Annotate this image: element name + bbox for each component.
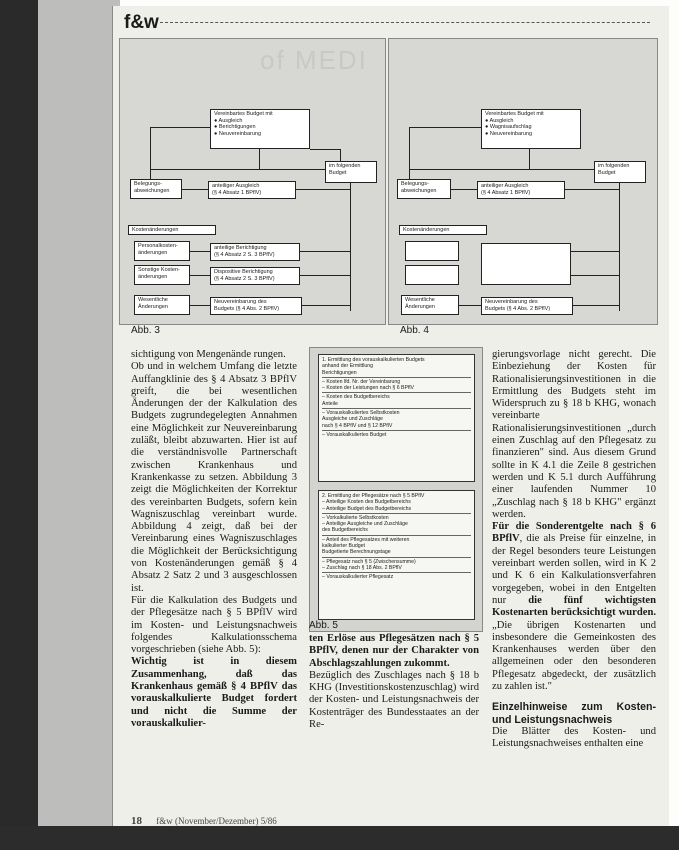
wesentliche-box: Wesentliche Änderungen xyxy=(401,295,459,315)
kosten-box: Kostenänderungen xyxy=(399,225,487,235)
figure-3-caption: Abb. 3 xyxy=(131,325,160,336)
section-heading: Einzelhinweise zum Kosten- und Leistungsnachweis xyxy=(492,701,656,726)
wesentliche-box: Wesentliche Änderungen xyxy=(134,295,190,315)
figure-5-caption: Abb. 5 xyxy=(309,620,338,631)
figure-watermark: of MEDI xyxy=(260,45,368,75)
text-column-1 xyxy=(131,349,297,730)
kosten-box: Kostenänderungen xyxy=(128,225,216,235)
page-footer xyxy=(131,815,277,827)
neuvereinbarung-box: Neuvereinbarung des Budgets (§ 4 Abs. 2 BPflV) xyxy=(481,297,573,315)
text-column-2 xyxy=(309,633,479,731)
berichtigung-box: anteilige Berichtigung (§ 4 Absatz 2 S. 3 BPflV) xyxy=(210,243,300,261)
personal-box: Personalkosten- änderungen xyxy=(134,241,190,261)
budget-calculation-panel: 1. Ermittlung des vorauskalkulierten Budgets anhand der Ermittlung Berichtigungen – Kosten lfd. Nr. der Vereinbarung – Kosten der Leistungen nach § 6 BPflV – Kosten des Budgetbereichs Anteile – Vorauskalkuliertes Selbstkosten Ausgleiche und Zuschläge nach § 4 BPflV und § 12 BPflV – Vorauskalkuliertes Budget xyxy=(318,354,475,482)
budget-box: Vereinbartes Budget mit ● Ausgleich ● Berichtigungen ● Neuvereinbarung xyxy=(210,109,310,149)
ausgleich-box: anteiliger Ausgleich (§ 4 Absatz 1 BPflV) xyxy=(208,181,296,199)
binding-edge xyxy=(38,0,120,830)
ausgleich-box: anteiliger Ausgleich (§ 4 Absatz 1 BPflV) xyxy=(477,181,565,199)
belegung-box: Belegungs- abweichungen xyxy=(130,179,182,199)
page-number: 18 xyxy=(131,815,142,827)
scanner-bed xyxy=(0,826,679,850)
empty-box xyxy=(481,243,571,285)
pflegesatz-calculation-panel: 2. Ermittlung der Pflegesätze nach § 5 BPflV – Anteilige Kosten des Budgetbereichs – Anteilige Budget des Budgetbereichs – Vorkalkulierte Selbstkosten – Anteilige Ausgleiche und Zuschläge des Budgetbereichs – Anteil des Pflegesatzes mit weiteren kalkulierter Budget Budgetierte Berechnungstage – Pflegesatz nach § 5 (Zwischensumme) – Zuschlag nach § 18 Abs. 2 BPflV – Vorauskalkulierter Pflegesatz xyxy=(318,490,475,620)
journal-logo: f&w xyxy=(124,12,159,33)
neuvereinbarung-box: Neuvereinbarung des Budgets (§ 4 Abs. 2 BPflV) xyxy=(210,297,302,315)
sonstige-box: Sonstige Kosten- änderungen xyxy=(134,265,190,285)
header-rule xyxy=(160,22,650,23)
binding-shadow xyxy=(0,0,38,850)
paragraph: Für die Kalkulation des Budgets und der Pflegesätze nach § 5 BPflV wird im Kosten- und Leistungsnachweis folgendes Kalkulationsschema vorgeschrieben (siehe Abb. 5): xyxy=(131,594,297,656)
following-budget-box: im folgenden Budget xyxy=(594,161,646,183)
footer-text: f&w (November/Dezember) 5/86 xyxy=(156,816,277,826)
figure-4-caption: Abb. 4 xyxy=(400,325,429,336)
empty-box xyxy=(405,241,459,261)
paragraph: Bezüglich des Zuschlages nach § 18 b KHG (Investitionskostenzuschlag) wird der Kosten- und Leistungsnachweis der Kostenträger des Bundesstaates an der Re- xyxy=(309,669,479,731)
figure-4 xyxy=(388,38,658,325)
paragraph: sichtigung von Mengenände rungen. xyxy=(131,349,286,360)
paragraph-bold: ten Erlöse aus Pflegesätzen nach § 5 BPflV, denen nur der Charakter von Abschlagszahlungen zukommt. xyxy=(309,633,479,669)
budget-box: Vereinbartes Budget mit ● Ausgleich ● Wagnisaufschlag ● Neuvereinbarung xyxy=(481,109,581,149)
figure-5 xyxy=(309,347,483,632)
paragraph: Für die Sonderentgelte nach § 6 BPflV, die als Preise für einzelne, in der Regel besonders teure Leistungen vereinbart werden sollen, wird in K 2 und K 6 ein Kalkulationsverfahren vorgegeben, wobei in den Entgelten nur die fünf wichtigsten Kostenarten berücksichtigt wurden. „Die übrigen Kostenarten und insbesondere die Gemeinkosten des Krankenhauses werden über den allgemeinen oder den besonderen Pflegesatz abgedeckt, der zusätzlich zu zahlen ist." xyxy=(492,521,657,693)
paragraph-bold: Wichtig ist in diesem Zusammenhang, daß das Krankenhaus gemäß § 4 BPflV das vorauskalkulierte Budget fordert und nicht die Summe der vorauskalkulier- xyxy=(131,656,297,729)
empty-box xyxy=(405,265,459,285)
text-column-3 xyxy=(492,349,656,751)
following-budget-box: im folgenden Budget xyxy=(325,161,377,183)
paragraph: Ob und in welchem Umfang die letzte Auffangklinie des § 4 Absatz 3 BPflV greift, die bei wesentlichen Änderungen der der Kalkulation des Budgets zugrundegelegten Annahmen eine Möglichkeit zur Neuvereinbarung zuläßt, bleibt abzuwarten. Hier ist auf die verständnisvolle Partnerschaft zwischen Krankenhaus und Krankenkasse zu setzen. Abbildung 3 zeigt die Möglichkeiten der Korrektur des vereinbarten Budgets, sofern kein Wagniszuschlag vereinbart wurde. Abbildung 4 zeigt, daß bei der Vereinbarung eines Wagniszuschlages die Möglichkeit der Berücksichtigung von Kostenänderungen gemäß § 4 Absatz 2 Satz 2 und 3 ausgeschlossen ist. xyxy=(131,361,297,594)
belegung-box: Belegungs- abweichungen xyxy=(397,179,451,199)
paragraph: gierungsvorlage nicht gerecht. Die Einbeziehung der Kosten für Rationalisierungsinvestitionen in die Ermittlung des Budgets steht im Widerspruch zu § 18 b KHG, wonach vereinbarte Rationalisierungsinvestitionen „durch einen Zuschlag auf den Pflegesatz zu finanzieren" sind. Aus diesem Grund sollte in K 4.1 die Zeile 8 gestrichen werden und K 5.1 durch Aufführung einer laufenden Nummer 10 „Zuschlag nach § 18 b KHG" ergänzt werden. xyxy=(492,349,656,520)
dispositive-box: Dispositive Berichtigung (§ 4 Absatz 2 S. 3 BPflV) xyxy=(210,267,300,285)
paragraph: Die Blätter des Kosten- und Leistungsnachweises enthalten eine xyxy=(492,725,656,750)
figure-3 xyxy=(119,38,386,325)
